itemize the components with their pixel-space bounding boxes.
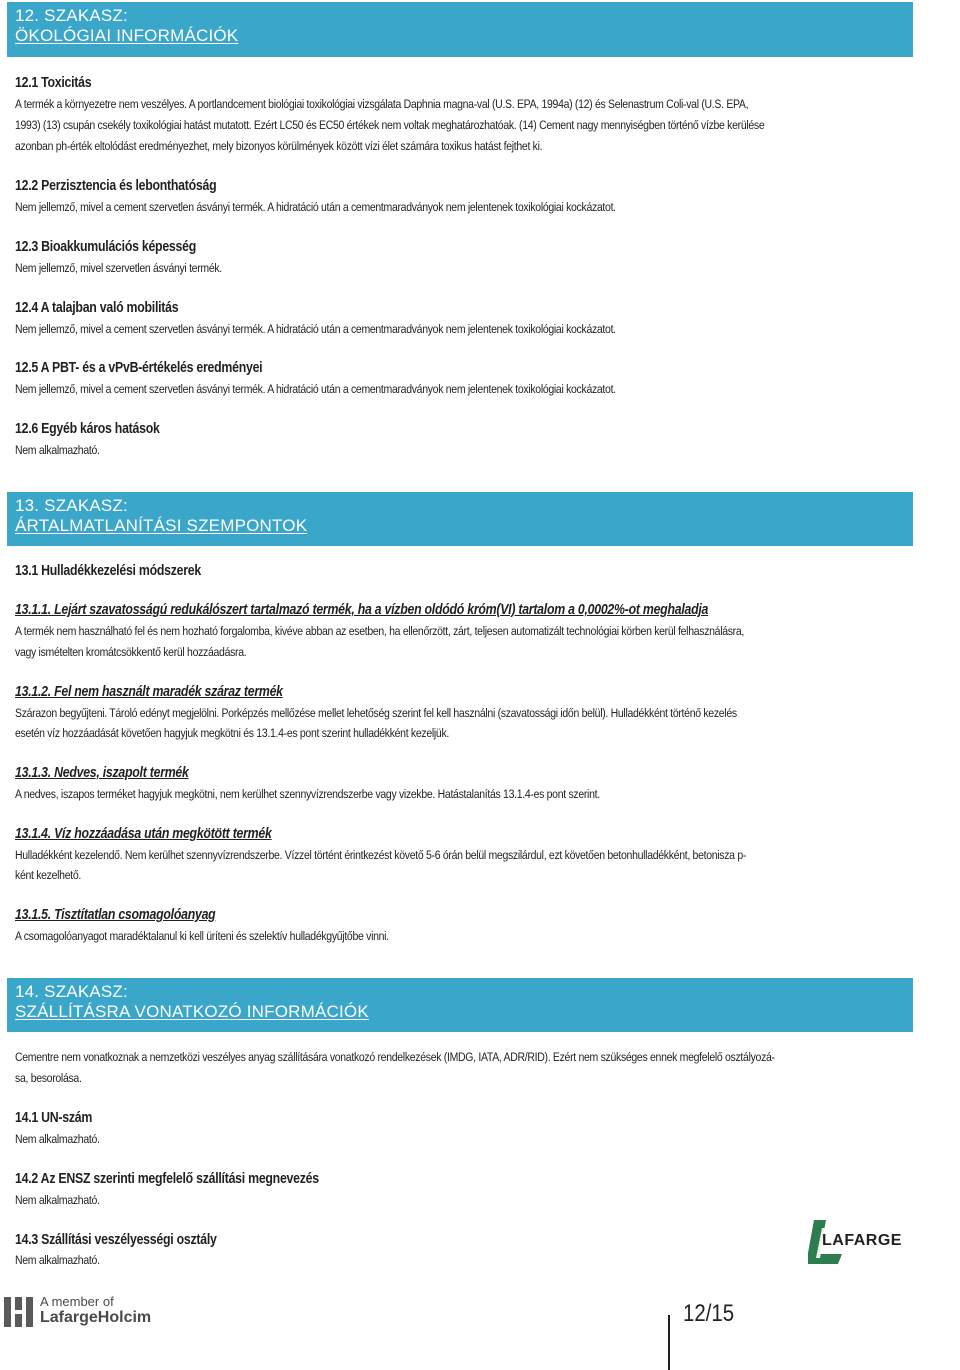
lafargeholcim-logo-icon <box>4 1297 34 1332</box>
section-14-number: 14. SZAKASZ: <box>15 982 128 1001</box>
page-divider <box>668 1315 670 1370</box>
lafarge-logo-icon <box>808 1218 928 1270</box>
text-12-1-line2: 1993) (13) csupán csekély toxikológiai hatást mutatott. Ezért LC50 és EC50 értékek nem voltak meghatározhatóak. (14) Cement nagy mennyiségben történő vízbe kerülése <box>15 118 765 132</box>
text-12-5: Nem jellemző, mivel a cement szervetlen ásványi termék. A hidratáció után a cementmaradványok nem jelentenek toxikológiai kockázatot. <box>15 382 616 396</box>
heading-14-2: 14.2 Az ENSZ szerinti megfelelő szállítási megnevezés <box>15 1171 319 1187</box>
section-13-number: 13. SZAKASZ: <box>15 496 128 515</box>
text-13-1-2-line1: Szárazon begyűjteni. Tároló edényt megjelölni. Porképzés mellőzése mellet lehetőség szerint fel kell használni (szavatossági időn belül). Hulladékként történő kezelés <box>15 706 737 720</box>
text-13-1-3: A nedves, iszapos terméket hagyjuk megkötni, nem kerülhet szennyvízrendszerbe vagy vizekbe. Hatástalanítás 13.1.4-es pont szerint. <box>15 787 600 801</box>
section-14-banner <box>7 978 913 1032</box>
section-12-banner <box>7 2 913 57</box>
text-13-1-4-line2: ként kezelhető. <box>15 868 81 882</box>
text-14-1: Nem alkalmazható. <box>15 1132 100 1146</box>
heading-14-1: 14.1 UN-szám <box>15 1110 93 1126</box>
text-12-1-line1: A termék a környezetre nem veszélyes. A portlandcement biológiai toxikológiai vizsgálata Daphnia magna-val (U.S. EPA, 1994a) (12) és Selenastrum Coli-val (U.S. EPA, <box>15 97 749 111</box>
member-line1: A member of <box>40 1294 114 1309</box>
heading-12-5: 12.5 A PBT- és a vPvB-értékelés eredményei <box>15 360 263 376</box>
lafarge-wordmark: LAFARGE <box>822 1232 902 1249</box>
heading-13-1-3: 13.1.3. Nedves, iszapolt termék <box>15 765 189 781</box>
heading-12-6: 12.6 Egyéb káros hatások <box>15 421 160 437</box>
text-13-1-2-line2: esetén víz hozzáadását követően hagyjuk megkötni és 13.1.4-es pont szerint hulladékként kezeljük. <box>15 726 450 740</box>
heading-13-1: 13.1 Hulladékkezelési módszerek <box>15 563 201 579</box>
text-12-6: Nem alkalmazható. <box>15 443 100 457</box>
member-of-label <box>40 1294 151 1327</box>
text-13-1-4-line1: Hulladékként kezelendő. Nem kerülhet szennyvízrendszerbe. Vízzel történt érintkezést követő 5-6 órán belül megszilárdul, ezt követően betonhulladékként, betonisza p- <box>15 848 747 862</box>
text-12-4: Nem jellemző, mivel a cement szervetlen ásványi termék. A hidratáció után a cementmaradványok nem jelentenek toxikológiai kockázatot. <box>15 322 616 336</box>
heading-13-1-4: 13.1.4. Víz hozzáadása után megkötött termék <box>15 826 272 842</box>
text-12-2: Nem jellemző, mivel a cement szervetlen ásványi termék. A hidratáció után a cementmaradványok nem jelentenek toxikológiai kockázatot. <box>15 200 616 214</box>
heading-12-2: 12.2 Perzisztencia és lebonthatóság <box>15 178 217 194</box>
text-14-intro-line2: sa, besorolása. <box>15 1071 82 1085</box>
text-12-1-line3: azonban ph-érték eltolódást eredményezhet, mely bizonyos körülmények között vízi élet számára toxikus hatást fejthet ki. <box>15 139 543 153</box>
section-12-title: ÖKOLÓGIAI INFORMÁCIÓK <box>15 26 239 45</box>
lafarge-logo <box>808 1218 928 1275</box>
text-13-1-5: A csomagolóanyagot maradéktalanul ki kell üríteni és szelektív hulladékgyűjtőbe vinni. <box>15 929 389 943</box>
section-14-title: SZÁLLÍTÁSRA VONATKOZÓ INFORMÁCIÓK <box>15 1002 369 1021</box>
text-14-3: Nem alkalmazható. <box>15 1253 100 1267</box>
member-line2: LafargeHolcim <box>40 1309 152 1326</box>
section-13-banner <box>7 492 913 546</box>
text-13-1-1-line2: vagy ismételten kromátcsökkentő kerül hozzáadásra. <box>15 645 247 659</box>
heading-12-1: 12.1 Toxicitás <box>15 75 92 91</box>
heading-14-3: 14.3 Szállítási veszélyességi osztály <box>15 1232 217 1248</box>
page-number: 12/15 <box>683 1300 735 1327</box>
text-14-intro-line1: Cementre nem vonatkoznak a nemzetközi veszélyes anyag szállítására vonatkozó rendelkezések (IMDG, IATA, ADR/RID). Ezért nem szükséges ennek megfelelő osztályozá- <box>15 1050 775 1064</box>
heading-13-1-1: 13.1.1. Lejárt szavatosságú redukálószert tartalmazó termék, ha a vízben oldódó króm(VI) tartalom a 0,0002%-ot meghaladja <box>15 602 709 618</box>
heading-12-3: 12.3 Bioakkumulációs képesség <box>15 239 197 255</box>
heading-13-1-5: 13.1.5. Tisztítatlan csomagolóanyag <box>15 907 216 923</box>
section-12-number: 12. SZAKASZ: <box>15 6 128 25</box>
section-13-title: ÁRTALMATLANÍTÁSI SZEMPONTOK <box>15 516 308 535</box>
text-14-2: Nem alkalmazható. <box>15 1193 100 1207</box>
heading-13-1-2: 13.1.2. Fel nem használt maradék száraz termék <box>15 684 283 700</box>
text-13-1-1-line1: A termék nem használható fel és nem hozható forgalomba, kivéve abban az esetben, ha ellenőrzött, zárt, teljesen automatizált technológiai körben kerül felhasználásra, <box>15 624 745 638</box>
heading-12-4: 12.4 A talajban való mobilitás <box>15 300 179 316</box>
text-12-3: Nem jellemző, mivel szervetlen ásványi termék. <box>15 261 222 275</box>
